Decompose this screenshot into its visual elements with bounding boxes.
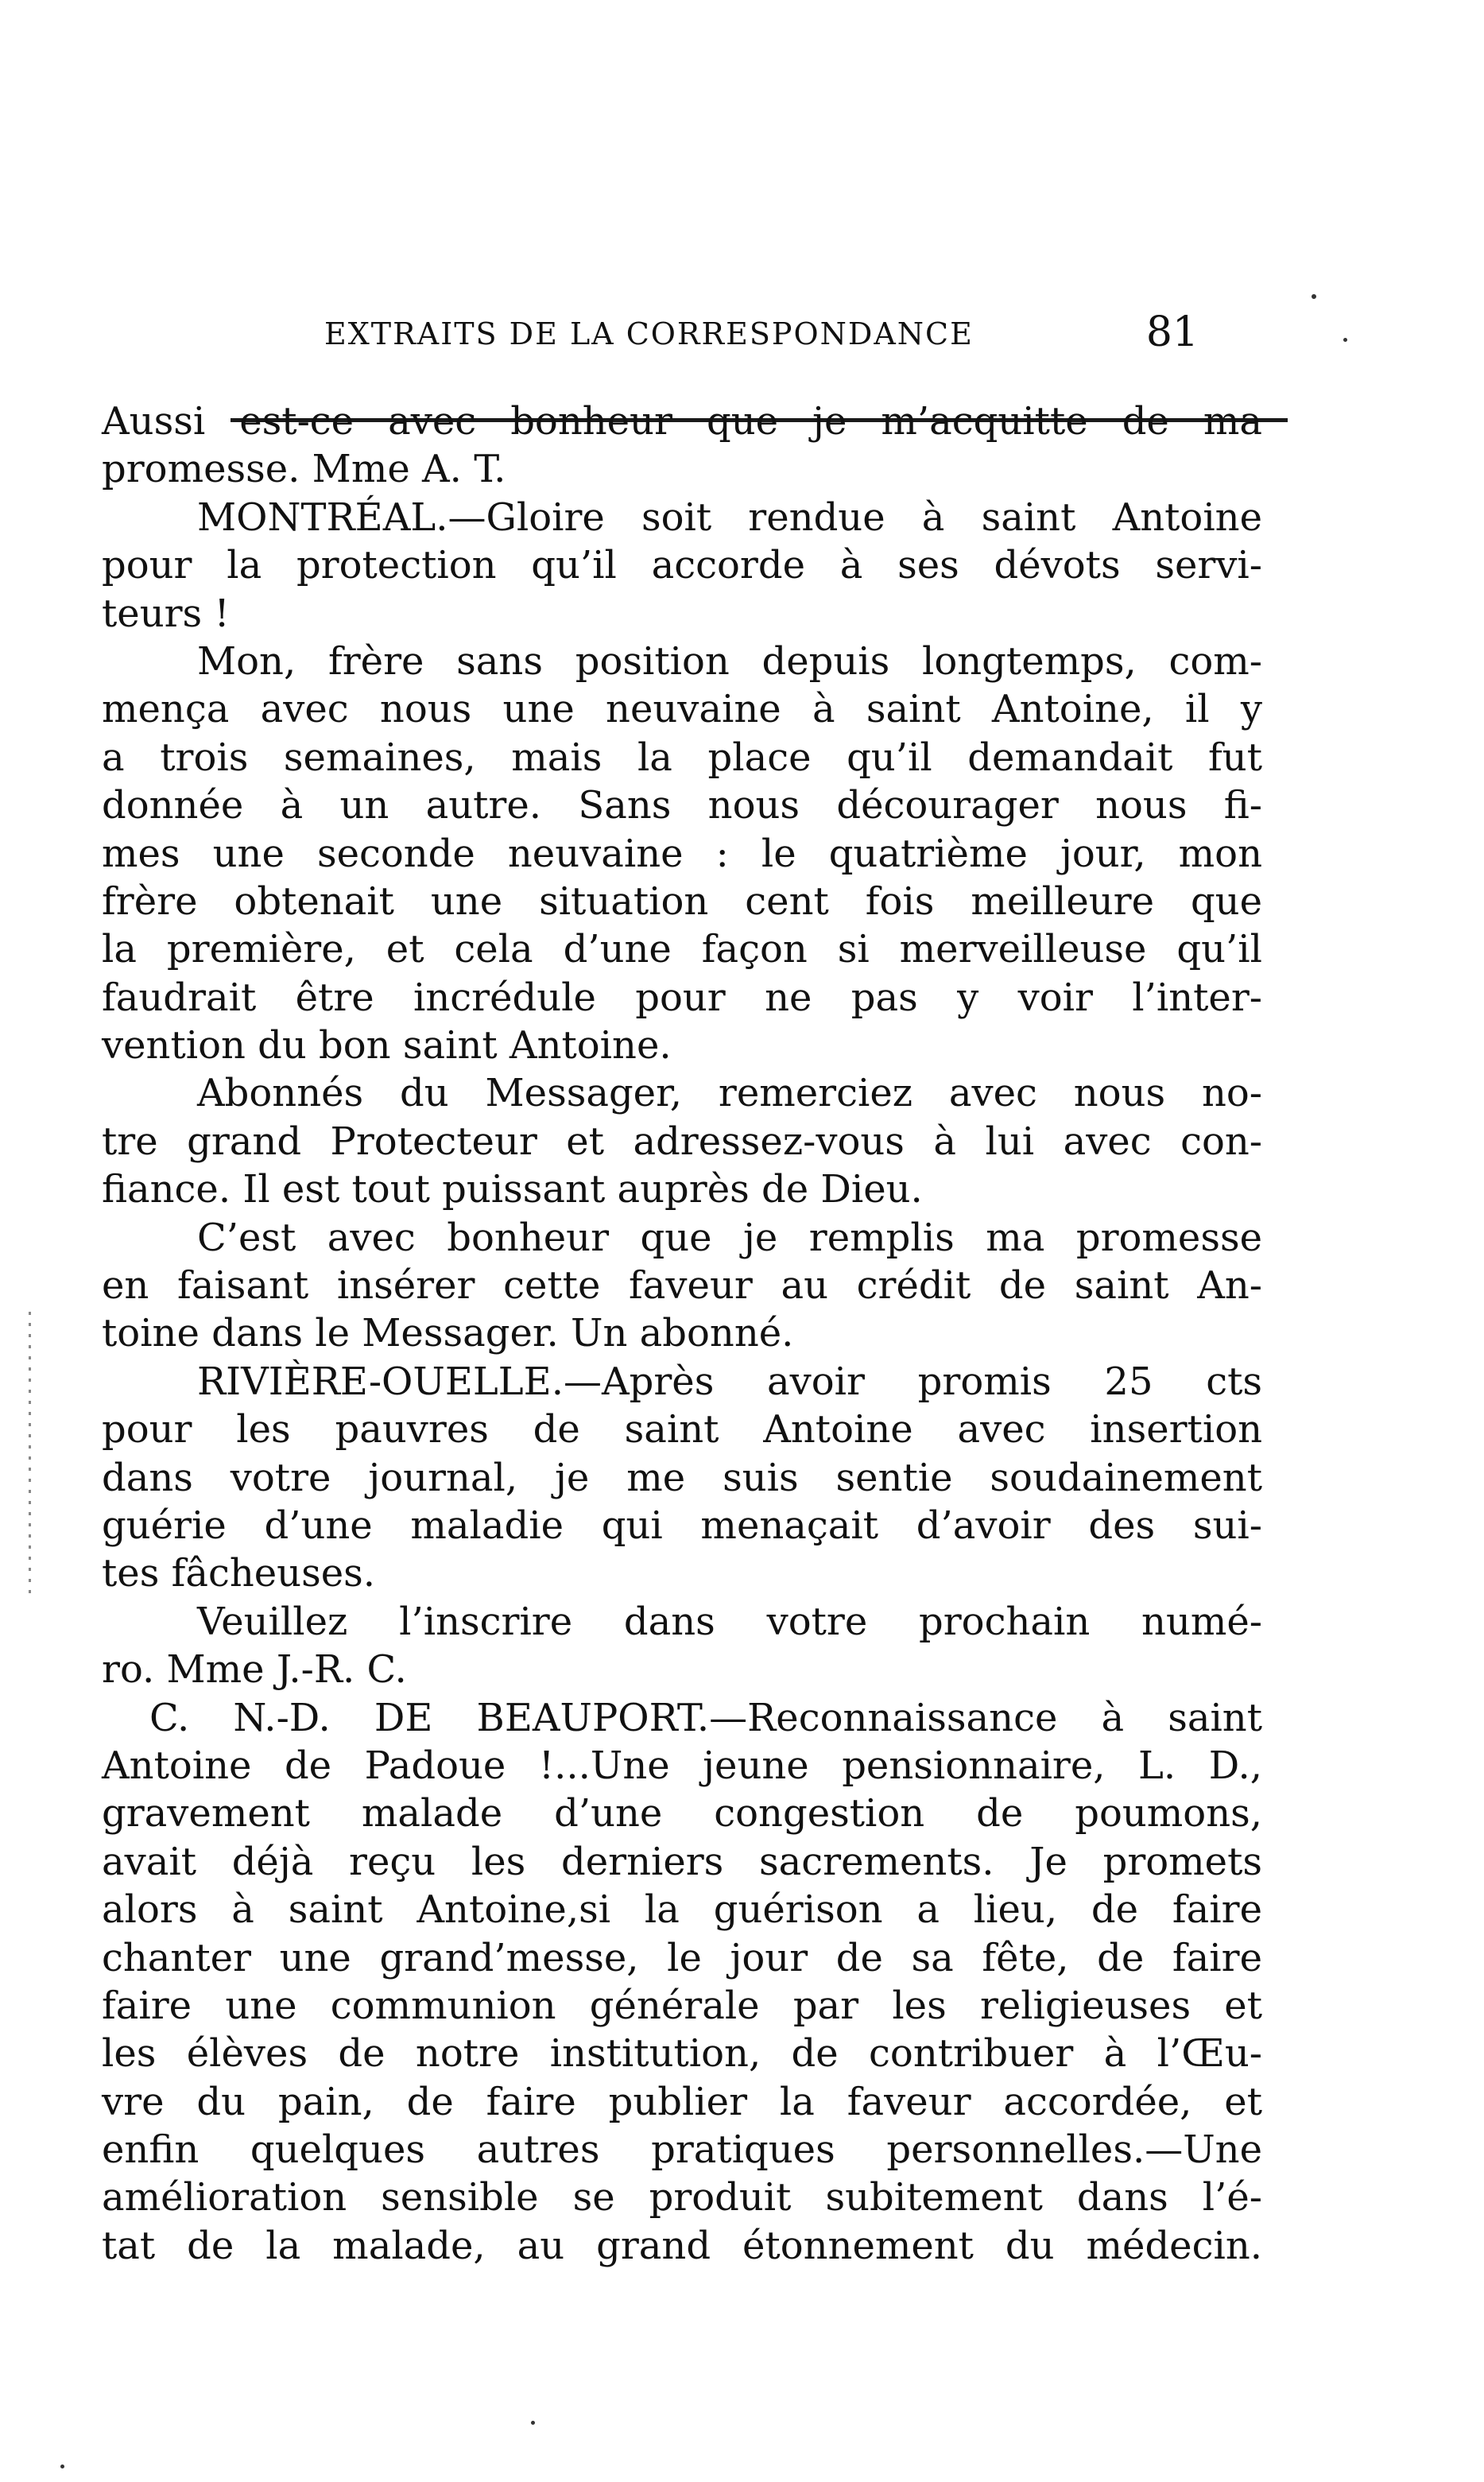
text-line: teurs ! [102, 591, 230, 636]
text-line: dans votre journal, je me suis sentie soudainement [102, 1455, 1262, 1500]
text-line: alors à saint Antoine,si la guérison a lieu, de faire [102, 1887, 1262, 1933]
text-line: Aussi est-ce avec bonheur que je m’acquitte de ma [102, 399, 1262, 444]
text-line: Antoine de Padoue !...Une jeune pensionnaire, L. D., [102, 1743, 1262, 1788]
text-line: les élèves de notre institution, de contribuer à l’Œu- [102, 2031, 1262, 2077]
text-line: promesse. Mme A. T. [102, 447, 506, 492]
text-line: tat de la malade, au grand étonnement du médecin. [102, 2223, 1262, 2268]
text-line: ro. Mme J.-R. C. [102, 1647, 407, 1693]
text-line: C’est avec bonheur que je remplis ma promesse [197, 1215, 1262, 1260]
text-line: C. N.-D. DE BEAUPORT.—Reconnaissance à saint [149, 1695, 1262, 1740]
text-line: enfin quelques autres pratiques personnelles.—Une [102, 2127, 1262, 2173]
ink-speck [531, 2421, 535, 2425]
text-line: donnée à un autre. Sans nous décourager nous fi- [102, 783, 1262, 828]
page-number: 81 [1145, 308, 1199, 356]
text-line: tes fâcheuses. [102, 1551, 376, 1596]
text-line: Mon, frère sans position depuis longtemps, com- [197, 638, 1262, 684]
text-line: en faisant insérer cette faveur au crédit de saint An- [102, 1263, 1262, 1309]
text-line: vention du bon saint Antoine. [102, 1023, 672, 1068]
text-line: mes une seconde neuvaine : le quatrième jour, mon [102, 831, 1262, 876]
ink-speck [1343, 338, 1347, 342]
text-line: faire une communion générale par les religieuses et [102, 1983, 1262, 2028]
text-line: Abonnés du Messager, remerciez avec nous no- [197, 1071, 1262, 1116]
text-line: chanter une grand’messe, le jour de sa fête, de faire [102, 1935, 1262, 1980]
text-line: pour la protection qu’il accorde à ses dévots servi- [102, 543, 1262, 588]
text-line: amélioration sensible se produit subitement dans l’é- [102, 2175, 1262, 2220]
text-line: tre grand Protecteur et adressez-vous à lui avec con- [102, 1119, 1262, 1164]
text-line: guérie d’une maladie qui menaçait d’avoir des sui- [102, 1503, 1262, 1548]
text-line: frère obtenait une situation cent fois meilleure que [102, 878, 1262, 924]
ink-speck [1312, 294, 1316, 299]
running-head: EXTRAITS DE LA CORRESPONDANCE [324, 316, 974, 351]
text-line: pour les pauvres de saint Antoine avec insertion [102, 1407, 1262, 1452]
text-line: MONTRÉAL.—Gloire soit rendue à saint Antoine [197, 494, 1262, 540]
text-line: faudrait être incrédule pour ne pas y voir l’inter- [102, 975, 1262, 1020]
text-line: mença avec nous une neuvaine à saint Antoine, il y [102, 687, 1262, 732]
text-line: vre du pain, de faire publier la faveur accordée, et [102, 2079, 1262, 2124]
text-line: avait déjà reçu les derniers sacrements. Je promets [102, 1839, 1262, 1884]
text-line: Veuillez l’inscrire dans votre prochain numé- [197, 1599, 1262, 1644]
text-line: RIVIÈRE-OUELLE.—Après avoir promis 25 cts [197, 1359, 1262, 1404]
text-line: la première, et cela d’une façon si merveilleuse qu’il [102, 927, 1262, 972]
text-line: toine dans le Messager. Un abonné. [102, 1311, 794, 1356]
text-line: a trois semaines, mais la place qu’il demandait fut [102, 735, 1262, 780]
margin-dots [29, 1312, 31, 1598]
body-text [102, 398, 1262, 2270]
ink-speck [60, 2465, 64, 2468]
page-header [231, 308, 1256, 364]
text-line: gravement malade d’une congestion de poumons, [102, 1791, 1262, 1836]
text-line: fiance. Il est tout puissant auprès de Dieu. [102, 1167, 923, 1212]
